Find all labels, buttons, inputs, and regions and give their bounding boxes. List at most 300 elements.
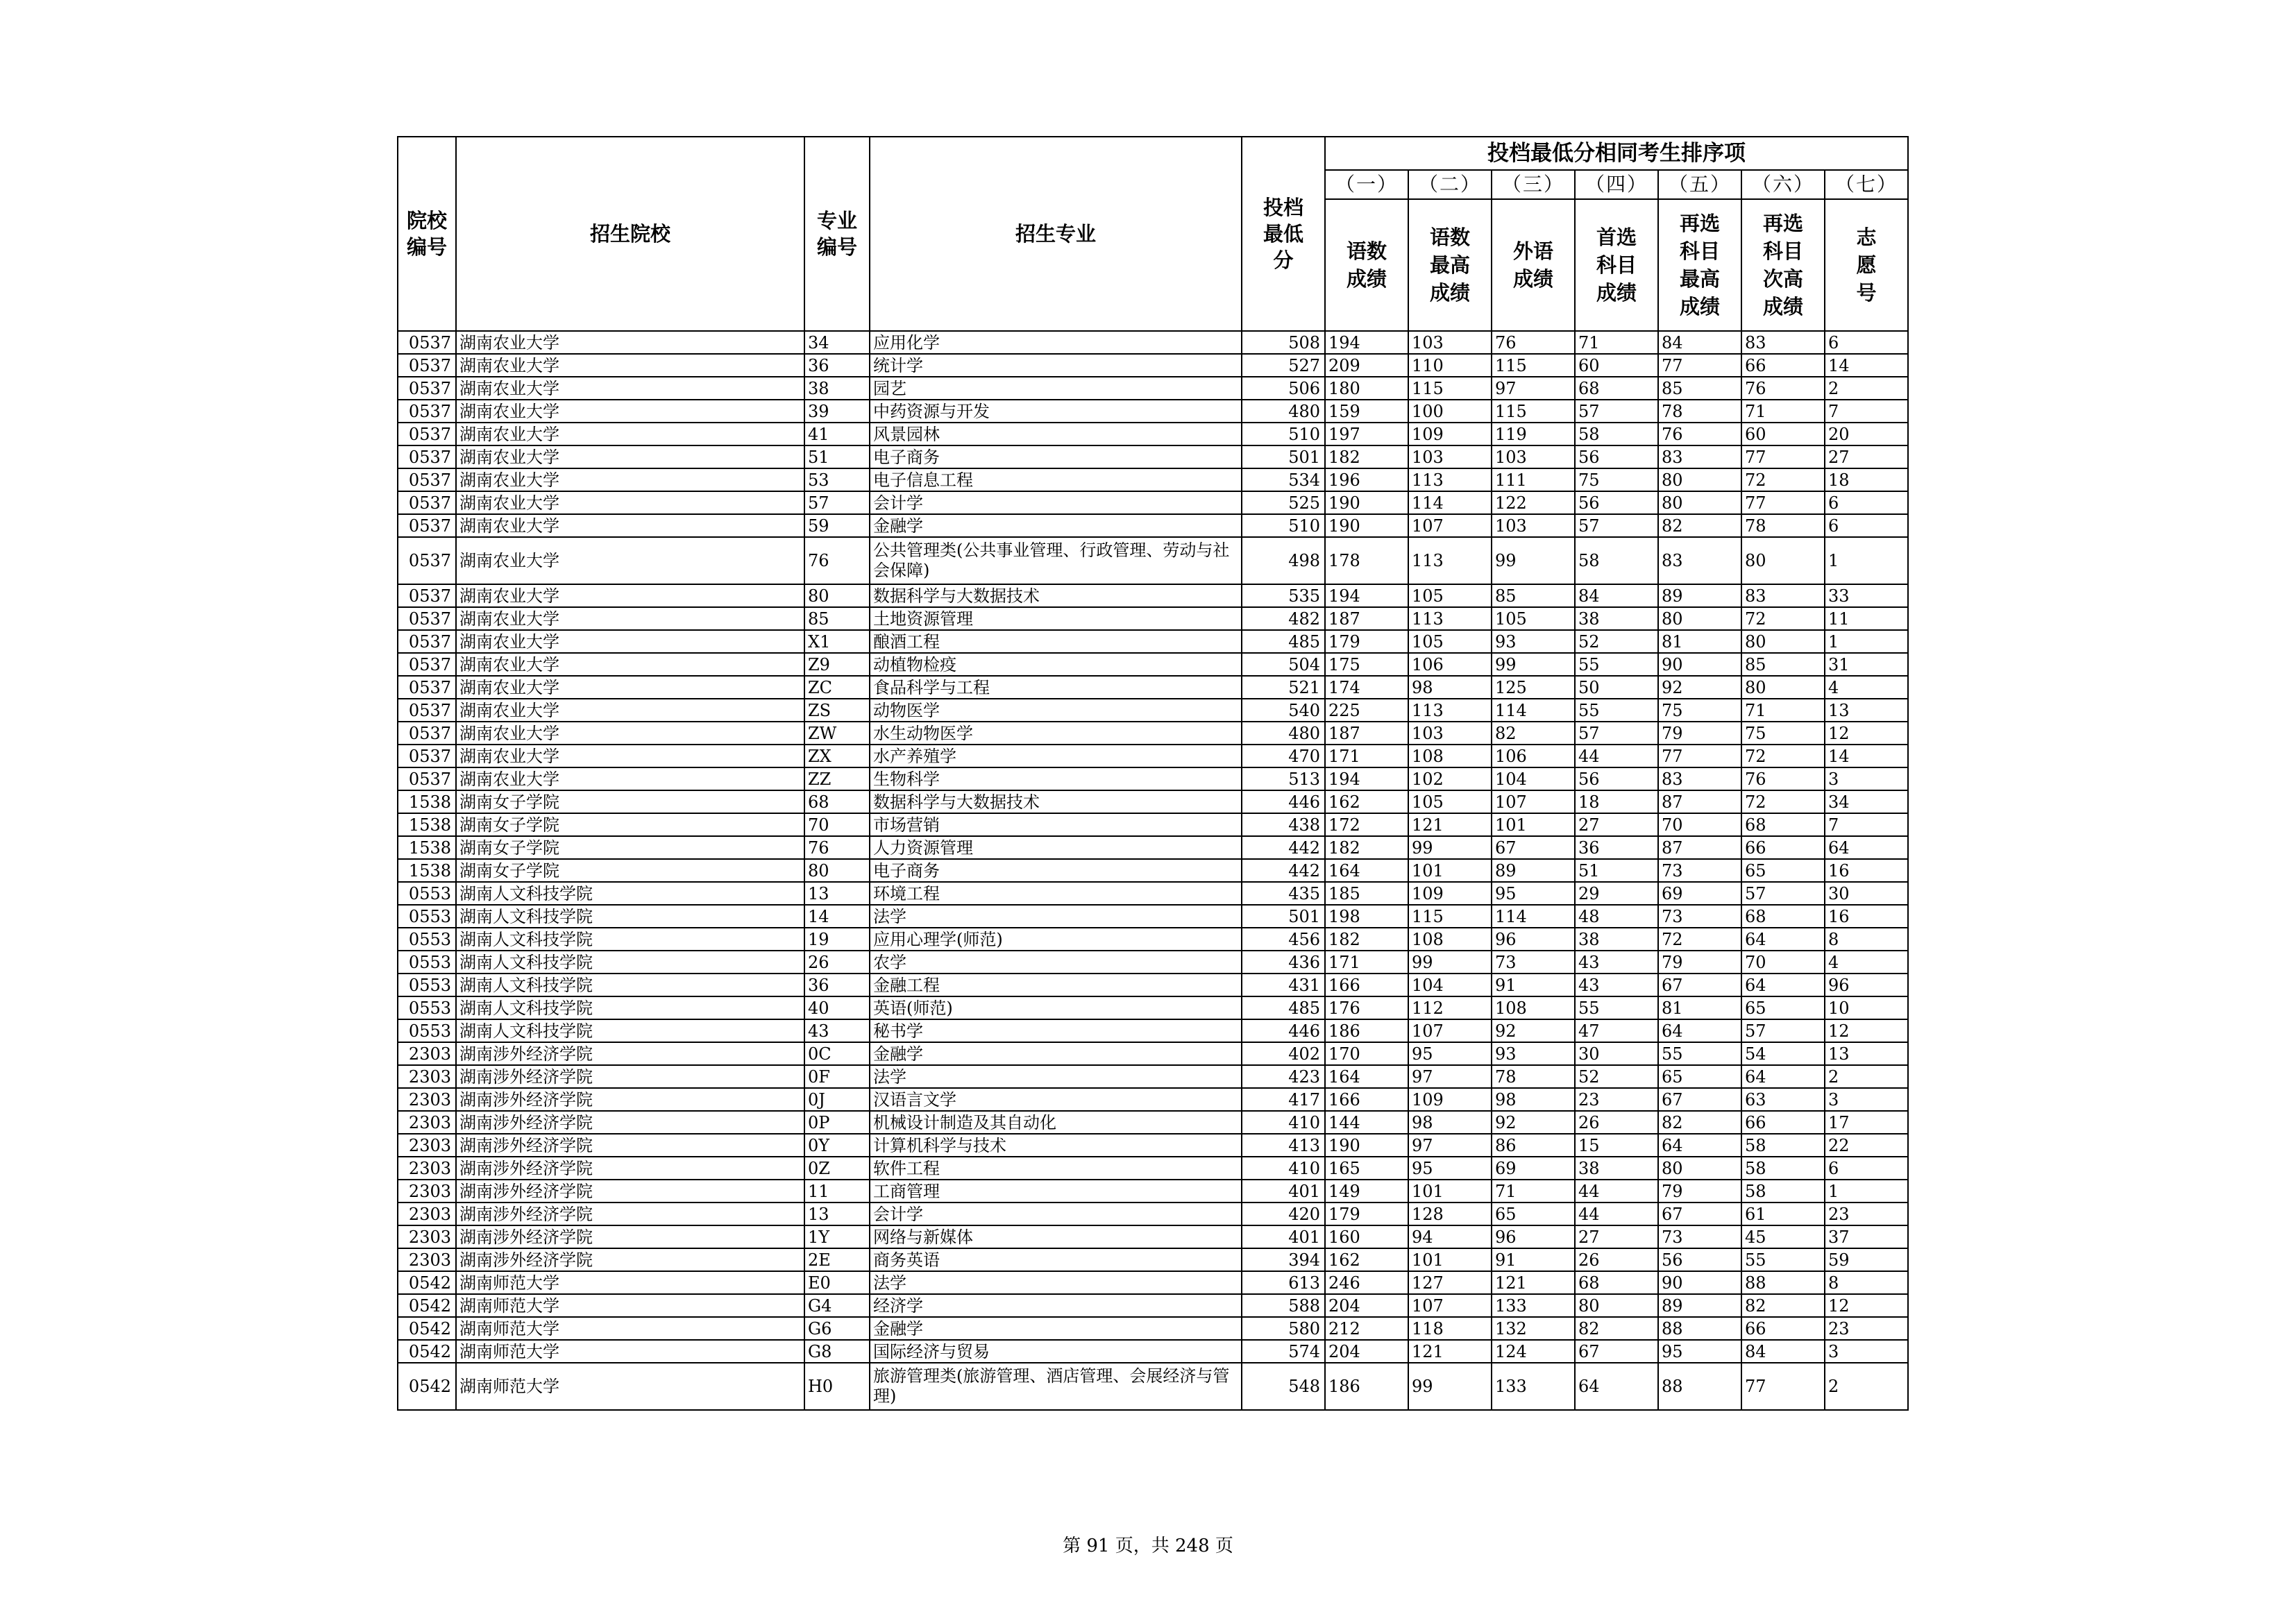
cell-tb2: 106 bbox=[1408, 653, 1492, 676]
cell-school-name: 湖南人文科技学院 bbox=[456, 882, 804, 905]
cell-major-name: 园艺 bbox=[870, 377, 1242, 400]
cell-school-code: 0537 bbox=[398, 468, 456, 491]
cell-tb1: 225 bbox=[1325, 699, 1408, 722]
table-row bbox=[398, 491, 1908, 514]
cell-major-name: 金融学 bbox=[870, 1042, 1242, 1065]
cell-tb7: 20 bbox=[1825, 423, 1908, 445]
cell-school-code: 0553 bbox=[398, 905, 456, 928]
cell-tb6: 80 bbox=[1741, 537, 1825, 584]
cell-major-code: 38 bbox=[804, 377, 870, 400]
cell-tb6: 85 bbox=[1741, 653, 1825, 676]
cell-min-score: 413 bbox=[1242, 1134, 1325, 1157]
cell-tb4: 26 bbox=[1575, 1248, 1658, 1271]
cell-min-score: 456 bbox=[1242, 928, 1325, 951]
cell-tb4: 50 bbox=[1575, 676, 1658, 699]
cell-major-name: 数据科学与大数据技术 bbox=[870, 584, 1242, 607]
cell-school-code: 0537 bbox=[398, 607, 456, 630]
cell-tb4: 36 bbox=[1575, 836, 1658, 859]
header-tiebreak-item: 首选 科目 成绩 bbox=[1575, 199, 1658, 331]
cell-major-code: E0 bbox=[804, 1271, 870, 1294]
cell-tb5: 70 bbox=[1658, 813, 1741, 836]
cell-major-name: 动物医学 bbox=[870, 699, 1242, 722]
cell-min-score: 504 bbox=[1242, 653, 1325, 676]
table-row bbox=[398, 951, 1908, 974]
cell-tb6: 80 bbox=[1741, 630, 1825, 653]
cell-tb3: 93 bbox=[1492, 1042, 1575, 1065]
cell-min-score: 548 bbox=[1242, 1363, 1325, 1410]
cell-tb2: 99 bbox=[1408, 836, 1492, 859]
cell-tb7: 7 bbox=[1825, 400, 1908, 423]
cell-school-name: 湖南女子学院 bbox=[456, 813, 804, 836]
cell-major-name: 软件工程 bbox=[870, 1157, 1242, 1180]
cell-tb3: 92 bbox=[1492, 1019, 1575, 1042]
header-tiebreak-item: 志 愿 号 bbox=[1825, 199, 1908, 331]
cell-major-code: 13 bbox=[804, 882, 870, 905]
cell-major-code: 43 bbox=[804, 1019, 870, 1042]
cell-major-name: 应用心理学(师范) bbox=[870, 928, 1242, 951]
cell-tb2: 95 bbox=[1408, 1157, 1492, 1180]
cell-major-name: 风景园林 bbox=[870, 423, 1242, 445]
cell-tb2: 127 bbox=[1408, 1271, 1492, 1294]
cell-school-name: 湖南涉外经济学院 bbox=[456, 1042, 804, 1065]
cell-tb7: 12 bbox=[1825, 722, 1908, 745]
cell-tb7: 16 bbox=[1825, 905, 1908, 928]
cell-school-name: 湖南农业大学 bbox=[456, 653, 804, 676]
cell-tb1: 187 bbox=[1325, 722, 1408, 745]
cell-major-name: 计算机科学与技术 bbox=[870, 1134, 1242, 1157]
cell-tb1: 179 bbox=[1325, 630, 1408, 653]
cell-tb2: 102 bbox=[1408, 767, 1492, 790]
cell-tb7: 1 bbox=[1825, 630, 1908, 653]
table-row bbox=[398, 584, 1908, 607]
cell-tb7: 2 bbox=[1825, 377, 1908, 400]
cell-tb3: 78 bbox=[1492, 1065, 1575, 1088]
cell-tb7: 4 bbox=[1825, 676, 1908, 699]
cell-tb1: 176 bbox=[1325, 996, 1408, 1019]
cell-major-code: 14 bbox=[804, 905, 870, 928]
table-row bbox=[398, 377, 1908, 400]
cell-tb7: 96 bbox=[1825, 974, 1908, 996]
cell-tb4: 82 bbox=[1575, 1317, 1658, 1340]
table-row bbox=[398, 1042, 1908, 1065]
cell-tb7: 12 bbox=[1825, 1019, 1908, 1042]
table-row bbox=[398, 607, 1908, 630]
cell-major-code: 0Y bbox=[804, 1134, 870, 1157]
cell-tb1: 171 bbox=[1325, 951, 1408, 974]
cell-tb2: 100 bbox=[1408, 400, 1492, 423]
cell-tb5: 77 bbox=[1658, 745, 1741, 767]
header-tiebreak-number: （六） bbox=[1741, 170, 1825, 199]
cell-tb6: 64 bbox=[1741, 974, 1825, 996]
header-tiebreak-number: （二） bbox=[1408, 170, 1492, 199]
header-tiebreak-item: 外语 成绩 bbox=[1492, 199, 1575, 331]
cell-tb1: 159 bbox=[1325, 400, 1408, 423]
cell-tb1: 175 bbox=[1325, 653, 1408, 676]
cell-school-code: 0537 bbox=[398, 445, 456, 468]
cell-major-code: 0P bbox=[804, 1111, 870, 1134]
cell-min-score: 402 bbox=[1242, 1042, 1325, 1065]
cell-tb4: 64 bbox=[1575, 1363, 1658, 1410]
table-row bbox=[398, 1248, 1908, 1271]
cell-tb2: 101 bbox=[1408, 1248, 1492, 1271]
cell-school-code: 0537 bbox=[398, 331, 456, 354]
table-row bbox=[398, 836, 1908, 859]
cell-tb1: 165 bbox=[1325, 1157, 1408, 1180]
cell-tb1: 194 bbox=[1325, 767, 1408, 790]
cell-tb3: 121 bbox=[1492, 1271, 1575, 1294]
cell-min-score: 506 bbox=[1242, 377, 1325, 400]
cell-min-score: 480 bbox=[1242, 722, 1325, 745]
cell-tb1: 187 bbox=[1325, 607, 1408, 630]
cell-school-code: 0553 bbox=[398, 928, 456, 951]
cell-tb5: 80 bbox=[1658, 468, 1741, 491]
cell-tb5: 90 bbox=[1658, 653, 1741, 676]
cell-tb3: 124 bbox=[1492, 1340, 1575, 1363]
cell-tb4: 43 bbox=[1575, 951, 1658, 974]
cell-major-code: 34 bbox=[804, 331, 870, 354]
cell-tb7: 37 bbox=[1825, 1225, 1908, 1248]
cell-school-code: 0537 bbox=[398, 514, 456, 537]
cell-tb2: 103 bbox=[1408, 331, 1492, 354]
header-tiebreak-number: （四） bbox=[1575, 170, 1658, 199]
cell-tb2: 109 bbox=[1408, 1088, 1492, 1111]
cell-major-code: 19 bbox=[804, 928, 870, 951]
cell-tb5: 83 bbox=[1658, 767, 1741, 790]
cell-tb4: 56 bbox=[1575, 491, 1658, 514]
cell-tb4: 29 bbox=[1575, 882, 1658, 905]
cell-tb6: 66 bbox=[1741, 1317, 1825, 1340]
header-major-code: 专业 编号 bbox=[804, 137, 870, 331]
cell-tb6: 77 bbox=[1741, 1363, 1825, 1410]
cell-min-score: 446 bbox=[1242, 790, 1325, 813]
cell-tb6: 45 bbox=[1741, 1225, 1825, 1248]
cell-tb2: 107 bbox=[1408, 514, 1492, 537]
cell-school-code: 0537 bbox=[398, 630, 456, 653]
cell-school-name: 湖南女子学院 bbox=[456, 790, 804, 813]
cell-tb2: 108 bbox=[1408, 745, 1492, 767]
cell-tb6: 55 bbox=[1741, 1248, 1825, 1271]
cell-tb2: 113 bbox=[1408, 607, 1492, 630]
cell-min-score: 417 bbox=[1242, 1088, 1325, 1111]
table-row bbox=[398, 1317, 1908, 1340]
cell-tb1: 186 bbox=[1325, 1019, 1408, 1042]
cell-tb6: 68 bbox=[1741, 813, 1825, 836]
cell-school-code: 2303 bbox=[398, 1248, 456, 1271]
cell-tb4: 84 bbox=[1575, 584, 1658, 607]
cell-tb3: 73 bbox=[1492, 951, 1575, 974]
table-row bbox=[398, 1340, 1908, 1363]
cell-tb5: 92 bbox=[1658, 676, 1741, 699]
cell-school-name: 湖南农业大学 bbox=[456, 514, 804, 537]
cell-tb1: 196 bbox=[1325, 468, 1408, 491]
cell-tb2: 118 bbox=[1408, 1317, 1492, 1340]
cell-tb5: 81 bbox=[1658, 630, 1741, 653]
cell-tb4: 51 bbox=[1575, 859, 1658, 882]
cell-tb2: 113 bbox=[1408, 699, 1492, 722]
cell-tb2: 98 bbox=[1408, 1111, 1492, 1134]
cell-tb7: 7 bbox=[1825, 813, 1908, 836]
cell-tb7: 31 bbox=[1825, 653, 1908, 676]
table-row bbox=[398, 722, 1908, 745]
cell-tb4: 26 bbox=[1575, 1111, 1658, 1134]
cell-min-score: 540 bbox=[1242, 699, 1325, 722]
cell-tb7: 2 bbox=[1825, 1363, 1908, 1410]
cell-school-name: 湖南师范大学 bbox=[456, 1317, 804, 1340]
cell-tb3: 107 bbox=[1492, 790, 1575, 813]
cell-tb5: 75 bbox=[1658, 699, 1741, 722]
cell-major-code: 36 bbox=[804, 354, 870, 377]
cell-tb7: 27 bbox=[1825, 445, 1908, 468]
cell-tb3: 103 bbox=[1492, 514, 1575, 537]
cell-school-code: 2303 bbox=[398, 1111, 456, 1134]
table-row bbox=[398, 1180, 1908, 1203]
cell-tb6: 66 bbox=[1741, 1111, 1825, 1134]
cell-tb2: 113 bbox=[1408, 537, 1492, 584]
cell-tb4: 80 bbox=[1575, 1294, 1658, 1317]
table-header bbox=[398, 137, 1908, 331]
cell-tb6: 61 bbox=[1741, 1203, 1825, 1225]
cell-tb4: 30 bbox=[1575, 1042, 1658, 1065]
cell-tb6: 72 bbox=[1741, 607, 1825, 630]
cell-tb3: 86 bbox=[1492, 1134, 1575, 1157]
cell-major-code: 39 bbox=[804, 400, 870, 423]
cell-major-name: 金融工程 bbox=[870, 974, 1242, 996]
table-row bbox=[398, 1271, 1908, 1294]
cell-tb3: 103 bbox=[1492, 445, 1575, 468]
cell-tb2: 110 bbox=[1408, 354, 1492, 377]
cell-school-code: 0542 bbox=[398, 1294, 456, 1317]
cell-tb5: 87 bbox=[1658, 790, 1741, 813]
cell-school-name: 湖南涉外经济学院 bbox=[456, 1088, 804, 1111]
cell-tb5: 79 bbox=[1658, 1180, 1741, 1203]
header-major-name: 招生专业 bbox=[870, 137, 1242, 331]
cell-tb4: 60 bbox=[1575, 354, 1658, 377]
cell-tb7: 30 bbox=[1825, 882, 1908, 905]
cell-tb6: 68 bbox=[1741, 905, 1825, 928]
cell-major-code: 0C bbox=[804, 1042, 870, 1065]
cell-tb4: 47 bbox=[1575, 1019, 1658, 1042]
table-row bbox=[398, 1225, 1908, 1248]
cell-tb1: 182 bbox=[1325, 928, 1408, 951]
cell-tb1: 172 bbox=[1325, 813, 1408, 836]
cell-school-name: 湖南人文科技学院 bbox=[456, 1019, 804, 1042]
cell-school-name: 湖南涉外经济学院 bbox=[456, 1180, 804, 1203]
cell-school-name: 湖南涉外经济学院 bbox=[456, 1111, 804, 1134]
header-school-code: 院校 编号 bbox=[398, 137, 456, 331]
cell-major-code: 0Z bbox=[804, 1157, 870, 1180]
cell-tb4: 68 bbox=[1575, 1271, 1658, 1294]
cell-tb7: 3 bbox=[1825, 1340, 1908, 1363]
header-tiebreak-number: （三） bbox=[1492, 170, 1575, 199]
table-row bbox=[398, 354, 1908, 377]
table-row bbox=[398, 813, 1908, 836]
cell-major-name: 工商管理 bbox=[870, 1180, 1242, 1203]
cell-tb7: 34 bbox=[1825, 790, 1908, 813]
cell-min-score: 513 bbox=[1242, 767, 1325, 790]
cell-tb1: 197 bbox=[1325, 423, 1408, 445]
cell-tb1: 179 bbox=[1325, 1203, 1408, 1225]
cell-tb1: 246 bbox=[1325, 1271, 1408, 1294]
cell-major-name: 秘书学 bbox=[870, 1019, 1242, 1042]
cell-tb4: 38 bbox=[1575, 928, 1658, 951]
cell-tb5: 88 bbox=[1658, 1317, 1741, 1340]
admission-score-table bbox=[397, 136, 1909, 1411]
cell-school-code: 0537 bbox=[398, 491, 456, 514]
cell-tb1: 190 bbox=[1325, 1134, 1408, 1157]
cell-tb7: 11 bbox=[1825, 607, 1908, 630]
cell-major-code: G8 bbox=[804, 1340, 870, 1363]
table-row bbox=[398, 1294, 1908, 1317]
cell-school-code: 0537 bbox=[398, 423, 456, 445]
cell-major-name: 公共管理类(公共事业管理、行政管理、劳动与社会保障) bbox=[870, 537, 1242, 584]
cell-tb2: 109 bbox=[1408, 423, 1492, 445]
cell-school-code: 2303 bbox=[398, 1088, 456, 1111]
cell-tb5: 89 bbox=[1658, 1294, 1741, 1317]
table-row bbox=[398, 974, 1908, 996]
cell-tb1: 166 bbox=[1325, 974, 1408, 996]
cell-school-name: 湖南涉外经济学院 bbox=[456, 1248, 804, 1271]
cell-tb4: 38 bbox=[1575, 1157, 1658, 1180]
cell-tb2: 105 bbox=[1408, 790, 1492, 813]
cell-tb6: 66 bbox=[1741, 836, 1825, 859]
cell-major-code: 41 bbox=[804, 423, 870, 445]
cell-major-code: 76 bbox=[804, 836, 870, 859]
header-tiebreak-item: 语数 成绩 bbox=[1325, 199, 1408, 331]
cell-min-score: 442 bbox=[1242, 859, 1325, 882]
table-row bbox=[398, 1065, 1908, 1088]
cell-major-name: 汉语言文学 bbox=[870, 1088, 1242, 1111]
cell-school-code: 0537 bbox=[398, 676, 456, 699]
table-row bbox=[398, 1203, 1908, 1225]
cell-tb4: 15 bbox=[1575, 1134, 1658, 1157]
cell-min-score: 470 bbox=[1242, 745, 1325, 767]
cell-school-name: 湖南农业大学 bbox=[456, 468, 804, 491]
cell-tb2: 107 bbox=[1408, 1019, 1492, 1042]
cell-major-name: 金融学 bbox=[870, 1317, 1242, 1340]
cell-major-name: 应用化学 bbox=[870, 331, 1242, 354]
cell-min-score: 508 bbox=[1242, 331, 1325, 354]
cell-tb5: 89 bbox=[1658, 584, 1741, 607]
cell-min-score: 480 bbox=[1242, 400, 1325, 423]
cell-tb5: 83 bbox=[1658, 537, 1741, 584]
table-row bbox=[398, 630, 1908, 653]
cell-tb1: 194 bbox=[1325, 331, 1408, 354]
cell-major-code: 0J bbox=[804, 1088, 870, 1111]
cell-tb6: 58 bbox=[1741, 1180, 1825, 1203]
cell-major-name: 电子商务 bbox=[870, 859, 1242, 882]
cell-min-score: 401 bbox=[1242, 1225, 1325, 1248]
cell-tb3: 119 bbox=[1492, 423, 1575, 445]
cell-tb7: 64 bbox=[1825, 836, 1908, 859]
cell-tb1: 190 bbox=[1325, 491, 1408, 514]
cell-tb5: 78 bbox=[1658, 400, 1741, 423]
cell-tb2: 121 bbox=[1408, 1340, 1492, 1363]
table-row bbox=[398, 790, 1908, 813]
cell-tb3: 101 bbox=[1492, 813, 1575, 836]
cell-tb3: 97 bbox=[1492, 377, 1575, 400]
table-row bbox=[398, 1134, 1908, 1157]
cell-tb5: 69 bbox=[1658, 882, 1741, 905]
table-row bbox=[398, 767, 1908, 790]
cell-tb3: 106 bbox=[1492, 745, 1575, 767]
cell-tb4: 44 bbox=[1575, 745, 1658, 767]
cell-major-name: 环境工程 bbox=[870, 882, 1242, 905]
cell-min-score: 442 bbox=[1242, 836, 1325, 859]
cell-tb5: 88 bbox=[1658, 1363, 1741, 1410]
cell-tb5: 67 bbox=[1658, 1088, 1741, 1111]
cell-school-name: 湖南人文科技学院 bbox=[456, 951, 804, 974]
cell-tb2: 99 bbox=[1408, 951, 1492, 974]
cell-tb4: 18 bbox=[1575, 790, 1658, 813]
cell-tb6: 71 bbox=[1741, 400, 1825, 423]
cell-tb5: 83 bbox=[1658, 445, 1741, 468]
cell-tb2: 99 bbox=[1408, 1363, 1492, 1410]
table-row bbox=[398, 882, 1908, 905]
cell-tb6: 58 bbox=[1741, 1134, 1825, 1157]
cell-min-score: 394 bbox=[1242, 1248, 1325, 1271]
cell-major-name: 统计学 bbox=[870, 354, 1242, 377]
cell-tb4: 75 bbox=[1575, 468, 1658, 491]
cell-tb7: 6 bbox=[1825, 491, 1908, 514]
cell-tb5: 67 bbox=[1658, 974, 1741, 996]
cell-tb7: 10 bbox=[1825, 996, 1908, 1019]
cell-tb6: 72 bbox=[1741, 468, 1825, 491]
cell-school-code: 2303 bbox=[398, 1225, 456, 1248]
cell-school-code: 0542 bbox=[398, 1271, 456, 1294]
cell-tb3: 96 bbox=[1492, 1225, 1575, 1248]
cell-major-name: 法学 bbox=[870, 905, 1242, 928]
cell-school-name: 湖南农业大学 bbox=[456, 400, 804, 423]
cell-major-name: 国际经济与贸易 bbox=[870, 1340, 1242, 1363]
cell-tb1: 204 bbox=[1325, 1294, 1408, 1317]
cell-major-code: G4 bbox=[804, 1294, 870, 1317]
cell-tb5: 73 bbox=[1658, 1225, 1741, 1248]
cell-major-code: 1Y bbox=[804, 1225, 870, 1248]
cell-tb6: 78 bbox=[1741, 514, 1825, 537]
table-row bbox=[398, 331, 1908, 354]
cell-major-name: 英语(师范) bbox=[870, 996, 1242, 1019]
cell-school-name: 湖南农业大学 bbox=[456, 331, 804, 354]
cell-tb3: 105 bbox=[1492, 607, 1575, 630]
cell-major-code: 36 bbox=[804, 974, 870, 996]
cell-tb2: 112 bbox=[1408, 996, 1492, 1019]
cell-tb3: 91 bbox=[1492, 1248, 1575, 1271]
cell-tb3: 125 bbox=[1492, 676, 1575, 699]
cell-tb6: 88 bbox=[1741, 1271, 1825, 1294]
cell-tb7: 13 bbox=[1825, 1042, 1908, 1065]
table-row bbox=[398, 514, 1908, 537]
cell-school-code: 0537 bbox=[398, 745, 456, 767]
cell-major-code: 40 bbox=[804, 996, 870, 1019]
cell-tb1: 170 bbox=[1325, 1042, 1408, 1065]
cell-major-name: 中药资源与开发 bbox=[870, 400, 1242, 423]
cell-tb5: 73 bbox=[1658, 859, 1741, 882]
cell-tb6: 54 bbox=[1741, 1042, 1825, 1065]
cell-tb4: 56 bbox=[1575, 445, 1658, 468]
cell-tb4: 52 bbox=[1575, 1065, 1658, 1088]
cell-tb5: 79 bbox=[1658, 951, 1741, 974]
cell-school-name: 湖南女子学院 bbox=[456, 859, 804, 882]
cell-tb5: 56 bbox=[1658, 1248, 1741, 1271]
table-row bbox=[398, 653, 1908, 676]
cell-tb6: 64 bbox=[1741, 928, 1825, 951]
cell-min-score: 580 bbox=[1242, 1317, 1325, 1340]
cell-tb7: 1 bbox=[1825, 537, 1908, 584]
cell-tb6: 77 bbox=[1741, 491, 1825, 514]
cell-tb2: 98 bbox=[1408, 676, 1492, 699]
header-tiebreak-item: 再选 科目 最高 成绩 bbox=[1658, 199, 1741, 331]
cell-school-code: 2303 bbox=[398, 1134, 456, 1157]
